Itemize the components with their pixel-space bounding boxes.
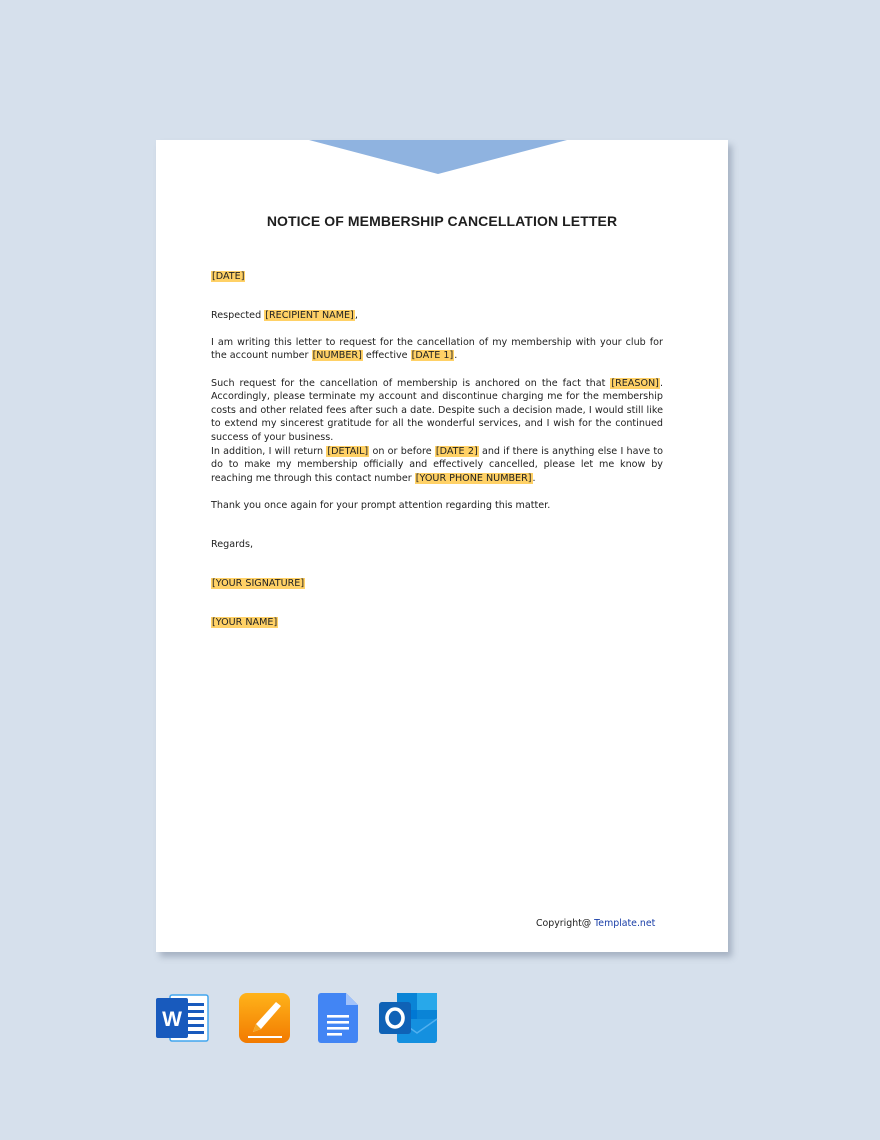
p3-text-3: and if there is anything else I have to do to make my membership officially and effectively cancelled, please let me know by reaching me through this contact number	[211, 446, 663, 484]
p3-text-4: .	[532, 472, 536, 484]
p2-text-2: . Accordingly, please terminate my account and discontinue charging me for the membership costs and other related fees after such a date. Despite such a decision made, I would still like to extend my sincerest gratitude for all the wonderful services, and I wish for the continued success of your business.	[211, 378, 663, 443]
copyright-prefix: Copyright@	[536, 918, 595, 929]
closing: Regards,	[211, 539, 254, 550]
name-line	[211, 616, 663, 629]
reason-placeholder: [REASON]	[611, 378, 659, 389]
p2-text-1: Such request for the cancellation of membership is anchored on the fact that	[211, 378, 611, 389]
date2-placeholder: [DATE 2]	[435, 446, 478, 457]
date1-placeholder: [DATE 1]	[411, 350, 454, 362]
date-line	[211, 270, 663, 283]
number-placeholder: [NUMBER]	[312, 350, 362, 362]
p1-text-1: I am writing this letter to request for the cancellation of my membership with your club for the account number	[211, 337, 663, 362]
outlook-icon[interactable]	[379, 993, 439, 1043]
letter-title: NOTICE OF MEMBERSHIP CANCELLATION LETTER	[266, 213, 618, 229]
signature-placeholder: [YOUR SIGNATURE]	[212, 578, 305, 589]
word-icon[interactable]	[156, 993, 210, 1043]
paragraph-3	[211, 445, 663, 485]
svg-text:W: W	[162, 1008, 182, 1031]
paragraph-1	[211, 336, 663, 363]
detail-placeholder: [DETAIL]	[327, 446, 369, 457]
name-placeholder: [YOUR NAME]	[212, 617, 278, 628]
paragraph-4: Thank you once again for your prompt attention regarding this matter.	[211, 500, 551, 511]
pages-icon[interactable]	[239, 993, 290, 1043]
paragraph-2	[211, 377, 663, 444]
template-net-link[interactable]: Template.net	[594, 918, 656, 929]
letter-page	[156, 140, 728, 952]
date-placeholder: [DATE]	[212, 271, 245, 282]
p1-text-3: .	[454, 350, 458, 362]
greeting-line	[211, 309, 663, 322]
header-chevron-decoration	[309, 140, 567, 174]
phone-placeholder: [YOUR PHONE NUMBER]	[415, 472, 532, 484]
signature-line	[211, 577, 663, 590]
p1-text-2: effective	[362, 350, 411, 362]
recipient-placeholder: [RECIPIENT NAME]	[265, 310, 354, 321]
copyright-footer	[536, 918, 655, 929]
p3-text-2: on or before	[369, 446, 435, 457]
p3-text-1: In addition, I will return	[211, 446, 327, 457]
greeting-prefix: Respected	[211, 310, 265, 321]
greeting-suffix: ,	[354, 310, 358, 321]
google-docs-icon[interactable]	[318, 993, 358, 1043]
